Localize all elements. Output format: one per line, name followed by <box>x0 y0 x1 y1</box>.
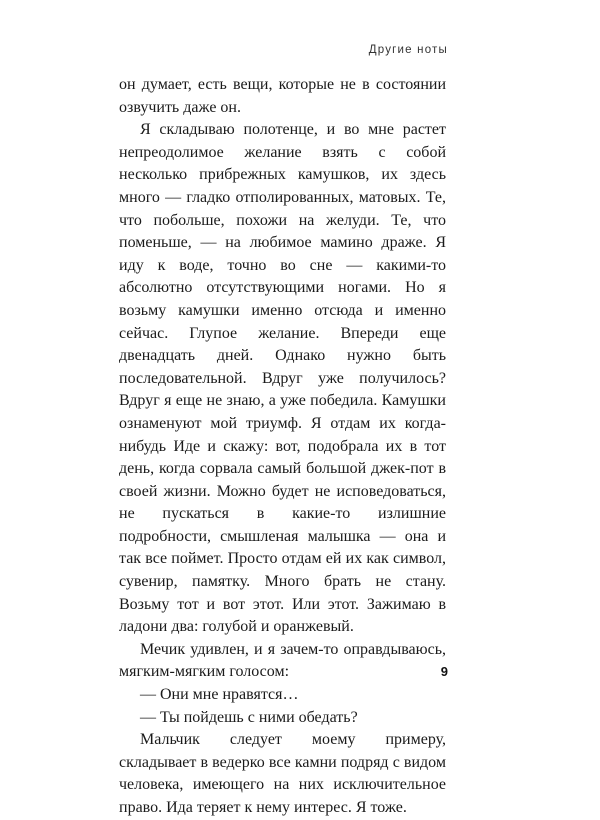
page-body <box>119 74 446 820</box>
paragraph: Мечик удивлен, и я зачем-то оправдываюсь, мягким-мягким голосом: <box>119 640 446 681</box>
dialogue-line: — Они мне нравятся… <box>140 686 299 704</box>
paragraph: Мальчик следует моему примеру, складывает в ведерко все камни подряд с видом человека, имеющего на них исключительное право. Ида теряет к нему интерес. Я тоже. <box>119 731 446 816</box>
running-title: Другие ноты <box>368 44 448 56</box>
dialogue-line: — Ты пойдешь с ними обедать? <box>140 708 358 726</box>
paragraph-continued: он думает, есть вещи, которые не в состоянии озвучить даже он. <box>119 76 446 116</box>
paragraph: Я складываю полотенце, и во мне растет непреодолимое желание взять с собой несколько прибрежных камушков, их здесь много — гладко отполированных, матовых. Те, что побольше, похожи на желуди. Те, что поменьше, — на любимое мамино драже. Я иду к воде, точно во сне — какими-то абсолютно отсутствующими ногами. Но я возьму камушки именно отсюда и именно сейчас. Глупое желание. Впереди еще двенадцать дней. Однако нужно быть последовательной. Вдруг уже получилось? Вдруг я еще не знаю, а уже победила. Камушки ознаменуют мой триумф. Я отдам их когда-нибудь Иде и скажу: вот, подобрала их в тот день, когда сорвала самый большой джек-пот в своей жизни. Можно будет не исповедоваться, не пускаться в какие-то излишние подробности, смышленая малышка — она и так все поймет. Просто отдам ей их как символ, сувенир, памятку. Много брать не стану. Возьму тот и вот этот. Или этот. Зажимаю в ладони два: голубой и оранжевый. <box>119 121 446 636</box>
page-number: 9 <box>440 664 448 679</box>
